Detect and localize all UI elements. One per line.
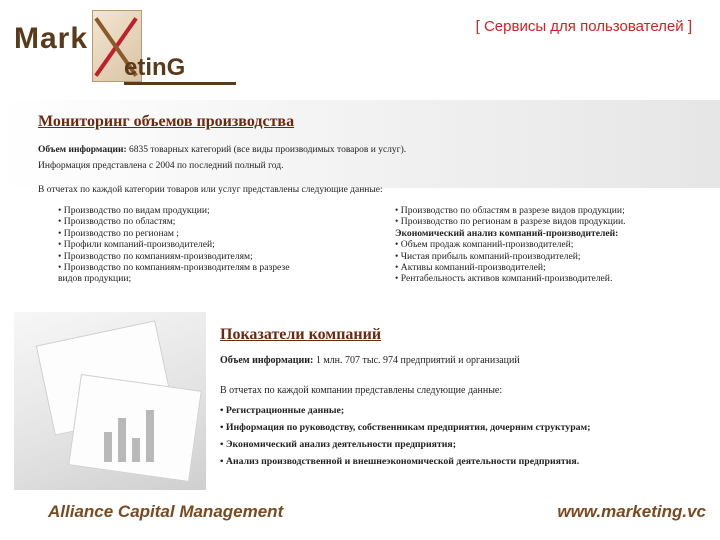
- section1-title: Мониторинг объемов производства: [38, 113, 295, 130]
- list-item: • Объем продаж компаний-производителей;: [395, 239, 715, 250]
- list-item: • Профили компаний-производителей;: [58, 239, 378, 250]
- report-photo: [14, 312, 206, 490]
- section1-period: Информация представлена с 2004 по последний полный год.: [38, 161, 284, 171]
- section1-left-list: [58, 205, 378, 285]
- list-item: • Экономический анализ деятельности предприятия;: [220, 436, 710, 453]
- logo-text-part2: etinG: [124, 54, 186, 81]
- list-item: • Производство по областям в разрезе видов продукции;: [395, 205, 715, 216]
- list-item: • Информация по руководству, собственникам предприятия, дочерним структурам;: [220, 419, 710, 436]
- section1-volume-text: 6835 товарных категорий (все виды производимых товаров и услуг).: [129, 145, 407, 155]
- section2-volume-label: Объем информации:: [220, 355, 314, 366]
- list-item: • Производство по компаниям-производителям в разрезе: [58, 262, 378, 273]
- list-item: • Производство по компаниям-производителям;: [58, 251, 378, 262]
- list-item: • Производство по видам продукции;: [58, 205, 378, 216]
- section1-intro: В отчетах по каждой категории товаров или услуг представлены следующие данные:: [38, 185, 383, 195]
- section2-list: [220, 402, 710, 470]
- list-item: • Производство по регионам в разрезе видов продукции.: [395, 216, 715, 227]
- logo-text-part1: Mark: [14, 22, 89, 55]
- list-item: • Производство по областям;: [58, 216, 378, 227]
- section2-volume-text: 1 млн. 707 тыс. 974 предприятий и организаций: [315, 355, 520, 366]
- list-item: • Активы компаний-производителей;: [395, 262, 715, 273]
- section2-intro: В отчетах по каждой компании представлены следующие данные:: [220, 385, 503, 396]
- list-item: • Рентабельность активов компаний-производителей.: [395, 273, 715, 284]
- section1-volume-label: Объем информации:: [38, 145, 127, 155]
- list-item: • Анализ производственной и внешнеэкономической деятельности предприятия.: [220, 453, 710, 470]
- list-item: • Производство по регионам ;: [58, 228, 378, 239]
- list-item: • Регистрационные данные;: [220, 402, 710, 419]
- section1-right-list: [395, 205, 715, 285]
- list-subheading: Экономический анализ компаний-производителей:: [395, 227, 619, 239]
- section2-title: Показатели компаний: [220, 326, 382, 343]
- footer-website-link[interactable]: www.marketing.vc: [557, 502, 706, 521]
- logo: [14, 10, 234, 86]
- section1-volume: [38, 144, 406, 156]
- list-item: видов продукции;: [58, 273, 132, 285]
- list-item: • Чистая прибыль компаний-производителей;: [395, 251, 715, 262]
- section2-volume: [220, 355, 520, 367]
- logo-underline: [124, 82, 236, 85]
- footer-company: Alliance Capital Management: [48, 502, 284, 521]
- services-link[interactable]: [ Сервисы для пользователей ]: [475, 18, 692, 35]
